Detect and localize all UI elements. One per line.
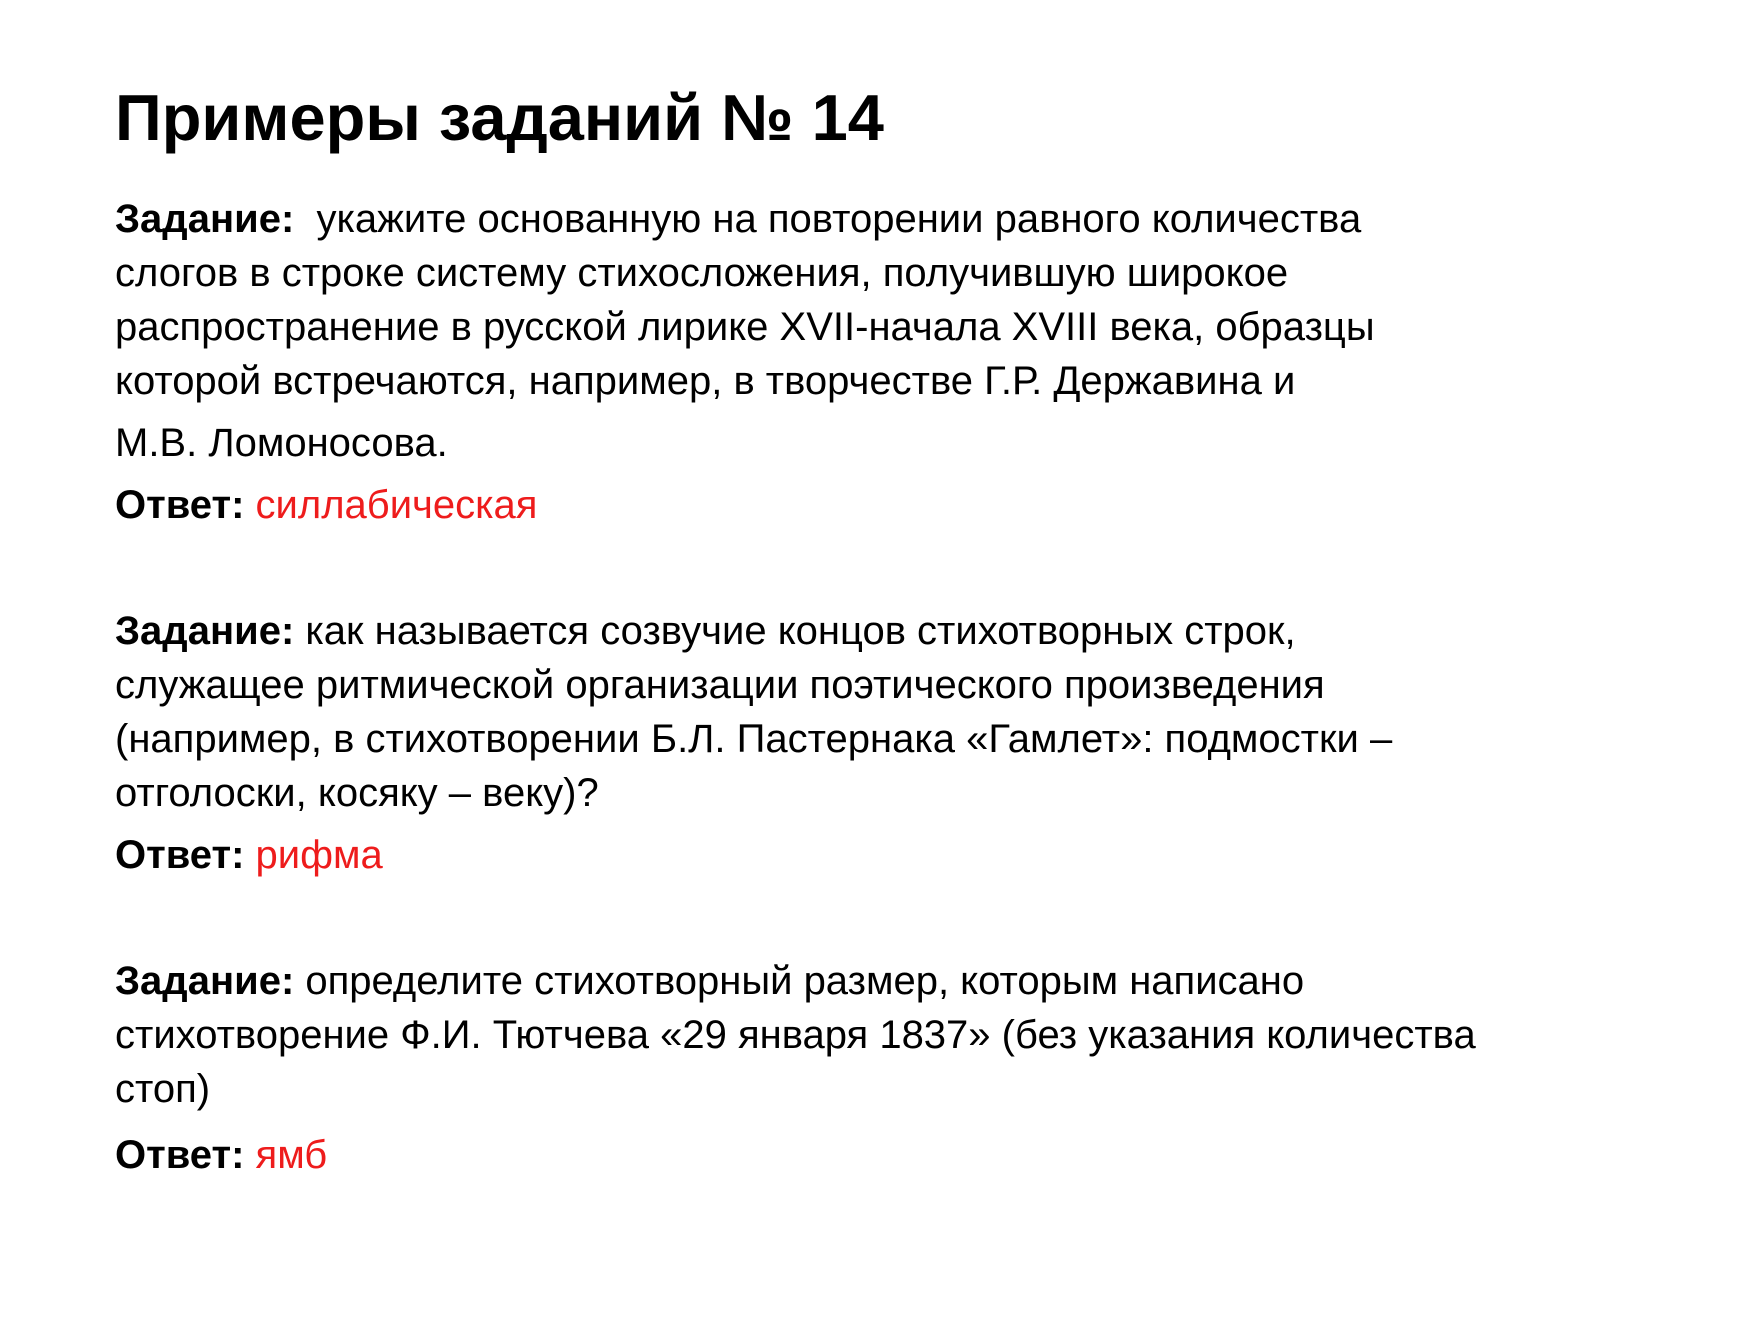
task-1-answer	[115, 478, 537, 532]
task-3-line-1	[115, 954, 1304, 1008]
answer-label: Ответ:	[115, 833, 245, 877]
task-2-line-1	[115, 604, 1296, 658]
slide-title: Примеры заданий № 14	[115, 81, 884, 154]
answer-label: Ответ:	[115, 483, 245, 527]
answer-label: Ответ:	[115, 1133, 245, 1177]
task-2-line-3: (например, в стихотворении Б.Л. Пастернака «Гамлет»: подмостки –	[115, 717, 1393, 761]
answer-value: ямб	[255, 1133, 328, 1177]
task-label: Задание:	[115, 609, 295, 653]
answer-value: силлабическая	[255, 483, 538, 527]
task-label: Задание:	[115, 959, 295, 1003]
answer-value: рифма	[255, 833, 383, 877]
task-3-line-3: стоп)	[115, 1067, 211, 1111]
task-2-answer	[115, 828, 383, 882]
task-3-line-2: стихотворение Ф.И. Тютчева «29 января 1837» (без указания количества	[115, 1013, 1476, 1057]
task-1-line-1	[115, 192, 1361, 246]
task-text: определите стихотворный размер, которым написано	[294, 959, 1305, 1003]
task-3-answer	[115, 1128, 327, 1182]
task-label: Задание:	[115, 197, 295, 241]
task-1-line-5: М.В. Ломоносова.	[115, 421, 448, 465]
task-1-line-3: распространение в русской лирике XVII-начала XVIII века, образцы	[115, 305, 1375, 349]
task-text: укажите основанную на повторении равного количества	[294, 197, 1362, 241]
task-1-line-2: слогов в строке систему стихосложения, получившую широкое	[115, 251, 1289, 295]
task-2-line-4: отголоски, косяку – веку)?	[115, 771, 599, 815]
task-2-line-2: служащее ритмической организации поэтического произведения	[115, 663, 1325, 707]
task-1-line-4: которой встречаются, например, в творчестве Г.Р. Державина и	[115, 359, 1296, 403]
task-text: как называется созвучие концов стихотворных строк,	[294, 609, 1296, 653]
